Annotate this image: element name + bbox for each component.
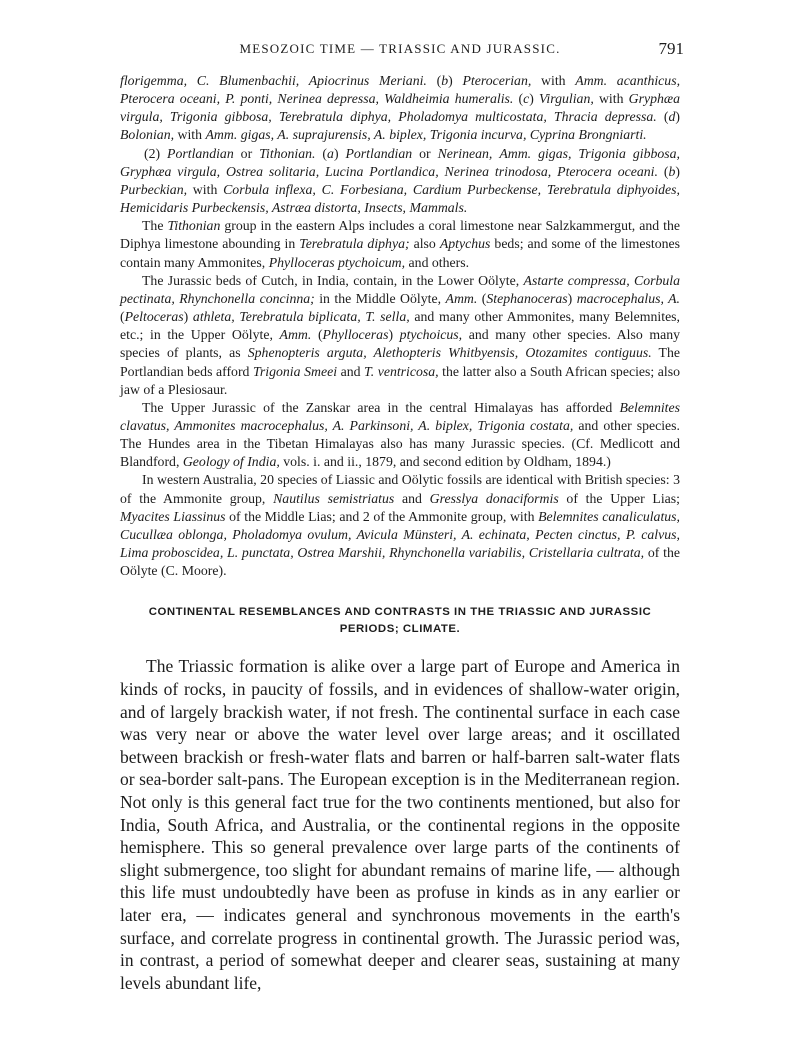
text-run: with (187, 181, 224, 197)
italic-run: Sphenopteris arguta, Alethopteris Whitbyensis, Otozamites contiguus. (247, 345, 652, 361)
text-run: ) (388, 327, 400, 343)
italic-run: Tithonian (167, 218, 221, 234)
text-run: or (412, 145, 438, 161)
zanskar-paragraph (120, 399, 680, 472)
text-run: of the Oölyte (C. Moore). (120, 545, 680, 579)
italic-run: Trigonia Smeei (253, 363, 338, 379)
text-run: The Upper Jurassic of the Zanskar area in the central Himalayas has afforded (142, 399, 620, 415)
italic-run: Belemnites clavatus, Ammonites macrocephalus, A. Parkinsoni, A. biplex, Trigonia costata, (120, 399, 680, 433)
text-run: and other species. The Hundes area in the Tibetan Himalayas also has many Jurassic species. (Cf. Medlicott and Blandford, (120, 417, 680, 470)
italic-run: Astarte compressa, Corbula pectinata, Rhynchonella concinna; (120, 272, 680, 306)
italic-run: Amm. acanthicus, Pterocera oceani, P. ponti, Nerinea depressa, Waldheimia humeralis. (120, 73, 681, 107)
text-run: The Portlandian beds afford (120, 345, 680, 379)
italic-run: Amm. gigas, Trigonia gibbosa, Gryphæa virgula, Ostrea solitaria, Lucina Portlandica, Nerinea trinodosa, Pterocera oceani. (120, 145, 680, 179)
text-run: ) (529, 91, 539, 107)
italic-run: b (668, 163, 676, 179)
section-heading: CONTINENTAL RESEMBLANCES AND CONTRASTS IN THE TRIASSIC AND JURASSIC PERIODS; CLIMATE. (148, 606, 652, 636)
text-run: and many other species. Also many species of plants, as (120, 327, 680, 361)
main-text (120, 655, 680, 994)
text-run: vols. i. and ii., 1879, and second edition by Oldham, 1894.) (279, 454, 611, 470)
italic-run: Tithonian. (259, 145, 316, 161)
cutch-paragraph (120, 272, 680, 399)
text-run: ( (311, 327, 323, 343)
italic-run: Terebratula diphya; (299, 236, 410, 252)
text-run: and (394, 490, 430, 506)
italic-run: d (668, 109, 676, 125)
italic-run: Amm. (445, 290, 478, 306)
text-run: ( (657, 163, 669, 179)
italic-run: Geology of India, (182, 454, 280, 470)
australia-paragraph (120, 471, 680, 580)
italic-run: Pterocerian, (462, 73, 532, 88)
page-number: 791 (658, 39, 684, 58)
text-run: and many other Ammonites, many Belemnites, etc.; in the Upper Oölyte, (120, 309, 681, 343)
fossil-list-section (120, 72, 680, 580)
text-run: the latter also a South African species; also jaw of a Plesiosaur. (120, 363, 681, 397)
italic-run: Belemnites canaliculatus, Cucullæa oblonga, Pholadomya ovulum, Avicula Münsteri, A. echinata, Pecten cinctus, P. calvus, Lima proboscidea, L. punctata, Ostrea Marshii, Rhynchonella variabilis, Cristellaria cultrata, (120, 508, 680, 561)
text-run: with (593, 91, 629, 107)
text-run: (2) (144, 145, 168, 161)
italic-run: c (523, 91, 530, 107)
text-run: The (142, 218, 168, 234)
italic-run: Portlandian (345, 145, 413, 161)
italic-run: Bolonian, (120, 127, 175, 143)
text-run: ( (426, 73, 442, 88)
text-run: In western Australia, 20 species of Liassic and Oölytic fossils are identical with British species: 3 of the Ammonite group, (120, 472, 680, 506)
italic-run: Aptychus (439, 236, 491, 252)
text-run: of the Middle Lias; and 2 of the Ammonite group, with (225, 508, 539, 524)
italic-run: Gresslya donaciformis (429, 490, 559, 506)
italic-run: Portlandian (167, 145, 234, 161)
text-run: ( (477, 290, 487, 306)
text-run: ) (333, 145, 346, 161)
page-header (120, 34, 684, 64)
continuation-paragraph (120, 72, 680, 145)
italic-run: Amm. (279, 327, 312, 343)
italic-run: Peltoceras (124, 309, 184, 325)
italic-run: Nerinean, (437, 145, 493, 161)
text-run: The Jurassic beds of Cutch, in India, contain, in the Lower Oölyte, (142, 272, 524, 288)
text-run: with (174, 127, 206, 143)
tithonian-paragraph (120, 217, 680, 271)
text-run: beds; and some of the limestones contain many Ammonites, (120, 236, 680, 270)
text-run: also (409, 236, 440, 252)
italic-run: Phylloceras ptychoicum, (268, 254, 406, 270)
text-run: ( (315, 145, 328, 161)
text-run: with (531, 73, 576, 88)
text-run: in the Middle Oölyte, (314, 290, 446, 306)
text-run: ) (448, 73, 463, 88)
italic-run: b (441, 73, 449, 88)
text-run: ( (120, 309, 125, 325)
body-paragraph: The Triassic formation is alike over a large part of Europe and America in kinds of rocks, in paucity of fossils, and in evidences of shallow-water origin, and of largely brackish water, if not fresh. The continental surface in each case was very near or above the water level over large areas; and it oscillated between brackish or fresh-water flats and barren or half-barren salt-water flats or sea-border salt-pans. The European exception is in the Mediterranean region. Not only is this general fact true for the two continents mentioned, but also for India, South Africa, and Australia, or the continental regions in the opposite hemisphere. This so general prevalence over large parts of the continents of slight submergence, too slight for abundant remains of marine life, — although this life must undoubtedly have been as profuse in kinds as in any earlier or later era, — indicates general and synchronous movements in the earth's surface, and correlate progress in continental growth. The Jurassic period was, in contrast, a period of somewhat deeper and clearer seas, sustaining at many levels abundant life, (120, 656, 680, 993)
text-run: ) (675, 109, 680, 125)
italic-run: Stephanoceras (486, 290, 568, 306)
italic-run: Phylloceras (322, 327, 389, 343)
text-run: and others. (405, 254, 470, 270)
text-run: ( (513, 91, 524, 107)
italic-run: Corbula inflexa, C. Forbesiana, Cardium Purbeckense, Terebratula diphyoides, Hemicidaris Purbeckensis, Astræa distorta, Insects, Mammals. (120, 181, 680, 216)
italic-run: Purbeckian, (120, 181, 188, 197)
running-head: MESOZOIC TIME — TRIASSIC AND JURASSIC. (239, 41, 561, 56)
portlandian-paragraph (120, 145, 680, 218)
italic-run: florigemma, C. Blumenbachii, Apiocrinus Meriani. (120, 73, 427, 88)
italic-run: Myacites Liassinus (120, 508, 226, 524)
italic-run: Virgulian, (538, 91, 594, 107)
text-run: or (233, 145, 260, 161)
text-run: ( (656, 109, 669, 125)
text-run: ) (183, 309, 193, 325)
italic-run: Amm. gigas, A. suprajurensis, A. biplex, Trigonia incurva, Cyprina Brongniarti. (205, 127, 647, 143)
text-run: ) (675, 163, 680, 179)
text-run: group in the eastern Alps includes a coral limestone near Salzkammergut, and the Diphya limestone abounding in (120, 218, 681, 252)
italic-run: athleta, Terebratula biplicata, T. sella, (192, 309, 410, 325)
text-run: and (337, 363, 365, 379)
italic-run: Gryphæa virgula, Trigonia gibbosa, Terebratula diphya, Pholadomya multicostata, Thracia depressa. (120, 91, 680, 125)
text-run: ) (567, 290, 577, 306)
italic-run: Nautilus semistriatus (273, 490, 395, 506)
italic-run: a (327, 145, 334, 161)
text-run: of the Upper Lias; (558, 490, 680, 506)
italic-run: T. ventricosa, (364, 363, 439, 379)
italic-run: macrocephalus, A. (576, 290, 681, 306)
italic-run: ptychoicus, (399, 327, 463, 343)
